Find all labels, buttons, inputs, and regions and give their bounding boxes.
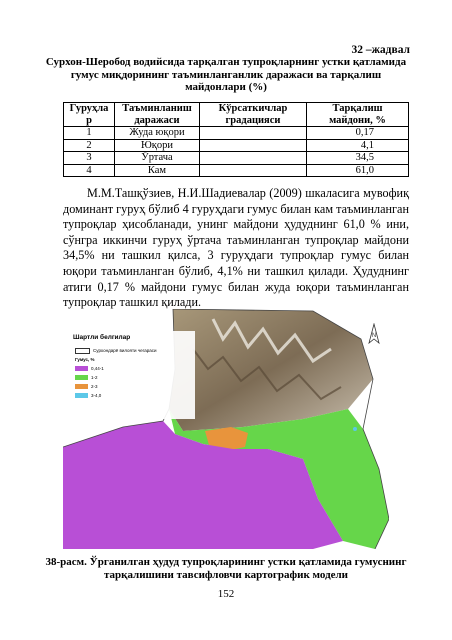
- legend-item-label: 0,44-1: [91, 366, 104, 371]
- legend-item: [75, 392, 101, 399]
- header-supply-level: Таъминланиш даражаси: [115, 103, 200, 127]
- legend-item-label: 1-2: [91, 375, 98, 380]
- table-caption: [40, 56, 412, 94]
- header-gradation: Кўрсаткичлар градацияси: [200, 103, 307, 127]
- legend-subtitle: Гумус, %: [75, 357, 95, 362]
- cell-area: 0,17: [307, 127, 409, 140]
- table-row: [64, 152, 409, 165]
- legend-item: [75, 383, 98, 390]
- very-high-humus-spot: [353, 427, 357, 431]
- header-group: Гуруҳла р: [64, 103, 115, 127]
- table-caption-line-2: гумус миқдорининг таъминланганлик даражаси ва тарқалиш: [70, 68, 382, 81]
- cell-group: 3: [64, 152, 115, 165]
- figure-caption-line-2: тарқалишини тавсифловчи картографик модели: [103, 568, 349, 581]
- cell-group: 2: [64, 139, 115, 152]
- cell-level: Кам: [115, 164, 200, 177]
- table-row: [64, 164, 409, 177]
- cell-level: Жуда юқори: [115, 127, 200, 140]
- legend-swatch: [75, 393, 88, 398]
- boundary-swatch: [75, 348, 90, 354]
- cell-area: 4,1: [307, 139, 409, 152]
- cell-level: Ўртача: [115, 152, 200, 165]
- legend-title: Шартли белгилар: [73, 334, 131, 341]
- cell-group: 4: [64, 164, 115, 177]
- humus-table: [63, 102, 409, 177]
- legend-swatch: [75, 375, 88, 380]
- body-paragraph: М.М.Ташқўзиев, Н.И.Шадиевалар (2009) шкаласига мувофиқ доминант гуруҳ бўлиб 4 гуруҳдаги гумус билан кам таъминланган тупроқлар ҳисобланади, унинг майдони ҳудуднинг 61,0 % ини, сўнгра иккинчи гуруҳ ўртача таъминланган тупроқлар майдони 34,5% ни ташкил қилса, 3 гуруҳдаги тупроқлар гумус билан юқори таъминланган бўлиб, 4,1% ни ташкил қилади. Ҳудуднинг атиги 0,17 % майдони гумус билан жуда юқори таъминланган тупроқлар ташкил қилади.: [63, 186, 409, 310]
- page-number: 152: [217, 588, 235, 600]
- north-arrow: [367, 323, 381, 347]
- legend-item: [75, 374, 98, 381]
- cell-gradation: [200, 164, 307, 177]
- header-area: Тарқалиш майдони, %: [307, 103, 409, 127]
- legend-boundary-label: Сурхондарё вилояти чегараси: [93, 348, 157, 353]
- legend-boundary: [75, 347, 156, 354]
- legend-swatch: [75, 366, 88, 371]
- figure-caption: [40, 556, 412, 581]
- north-label: N: [371, 333, 377, 339]
- map-legend: [69, 331, 195, 419]
- legend-item: [75, 365, 104, 372]
- table-caption-line-1: Сурхон-Шеробод водийсида тарқалган тупроқларнинг устки қатламида: [45, 56, 407, 68]
- cell-gradation: [200, 152, 307, 165]
- cell-level: Юқори: [115, 139, 200, 152]
- cell-area: 61,0: [307, 164, 409, 177]
- table-header-row: [64, 103, 409, 127]
- table-caption-line-3: майдонлари (%): [185, 81, 267, 93]
- legend-item-label: 2-3: [91, 384, 98, 389]
- table-row: [64, 139, 409, 152]
- legend-item-label: 3-4,0: [91, 393, 102, 398]
- humus-map: [63, 309, 389, 549]
- cell-gradation: [200, 127, 307, 140]
- legend-swatch: [75, 384, 88, 389]
- cell-gradation: [200, 139, 307, 152]
- cell-group: 1: [64, 127, 115, 140]
- figure-caption-line-1: 38-расм. Ўрганилган ҳудуд тупроқларининг устки қатламида гумуснинг: [45, 556, 407, 568]
- table-number: 32 –жадвал: [351, 44, 410, 56]
- table-row: [64, 127, 409, 140]
- north-arrow-icon: [367, 323, 381, 347]
- cell-area: 34,5: [307, 152, 409, 165]
